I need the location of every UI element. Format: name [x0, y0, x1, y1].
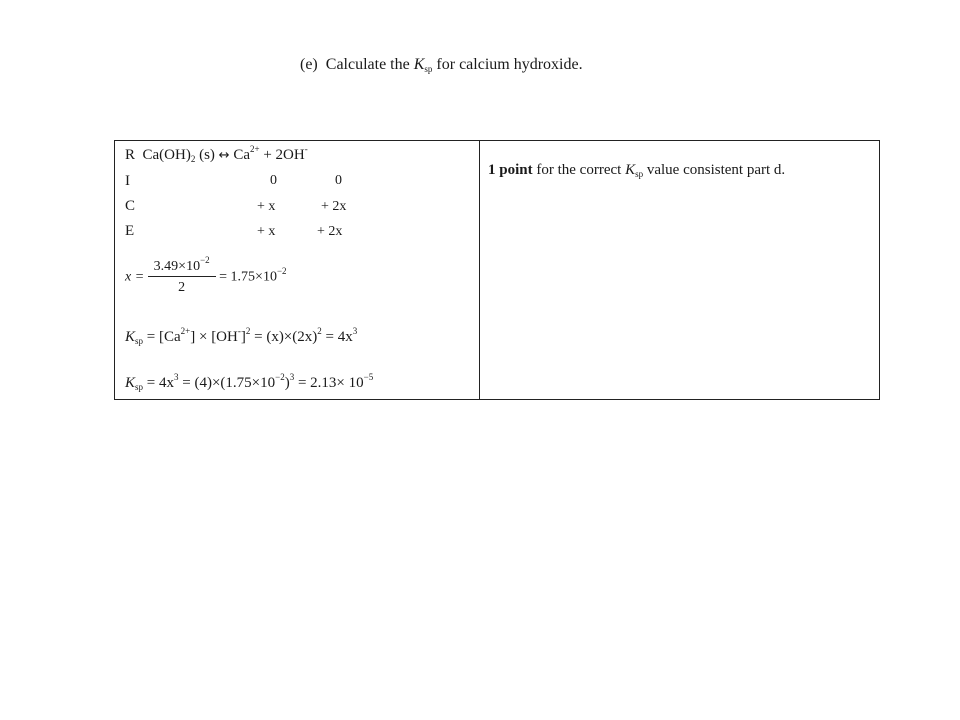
scoring-cell [480, 141, 879, 399]
ksp-value-part2-exponent: 3 [289, 372, 295, 382]
reactant-subscript: 2 [190, 154, 196, 164]
rice-row-label-e: E [125, 223, 135, 239]
x-fraction [148, 255, 216, 296]
reactant: Ca(OH) [142, 147, 191, 163]
ca-charge: 2+ [250, 144, 260, 154]
scoring-points: 1 point [488, 162, 533, 178]
reactant-state: (s) [195, 147, 219, 163]
ksp-expr-part2-exponent: 2 [317, 326, 322, 336]
question-label: (e) [300, 56, 318, 73]
ksp-expr-part2: = (x)×(2x) [250, 329, 318, 345]
ksp-expr-close-exponent: 2 [245, 326, 251, 336]
rice-row-label-c: C [125, 198, 136, 214]
ksp-value-part1: = 4x [143, 375, 174, 391]
solution-cell [115, 141, 480, 399]
rice-reaction-row [125, 144, 308, 164]
ksp-value-part2-close: ) [284, 375, 290, 391]
scoring-text-before: for the correct [532, 162, 626, 178]
ksp-value-part2: = (4)×(1.75×10 [178, 375, 276, 391]
ksp-expr-part1: = [Ca [143, 329, 181, 345]
question-text-before: Calculate the [325, 56, 414, 73]
rice-r-label: R [125, 147, 136, 163]
scoring-guideline [488, 162, 785, 179]
ksp-value-part3-exponent: −5 [363, 372, 374, 382]
x-calculation [125, 255, 287, 296]
rice-row-i-ca: 0 [270, 173, 277, 188]
rice-row-c-oh: + 2x [321, 199, 347, 214]
ksp-expr-mid: ] × [OH [190, 329, 238, 345]
ksp-subscript: sp [424, 64, 433, 74]
x-result: = 1.75×10 [219, 269, 277, 285]
product-oh: + 2OH [259, 147, 305, 163]
equilibrium-arrow: ↔ [218, 148, 230, 163]
x-numerator [148, 255, 216, 277]
scoring-ksp-symbol: K [625, 162, 636, 178]
rice-row-e-oh: + 2x [317, 224, 343, 239]
ksp-expression [125, 326, 358, 346]
ksp-expr-symbol: K [125, 329, 136, 345]
rice-row-e-ca: + x [257, 224, 276, 239]
product-ca: Ca [229, 147, 250, 163]
x-result-exponent: −2 [276, 265, 287, 276]
ksp-value-part1-exponent: 3 [174, 372, 179, 382]
oh-charge: - [304, 144, 308, 154]
ksp-expr-ca-charge: 2+ [180, 326, 191, 336]
ksp-symbol: K [413, 56, 425, 73]
x-denominator: 2 [178, 280, 186, 295]
ksp-value-subscript: sp [135, 382, 144, 392]
ksp-value [125, 372, 374, 392]
rice-row-c-ca: + x [257, 199, 276, 214]
ksp-expr-part3: = 4x [321, 329, 353, 345]
ksp-value-part3: = 2.13× 10 [294, 375, 364, 391]
ksp-expr-close: ] [240, 329, 246, 345]
ksp-expr-oh-charge: - [237, 326, 241, 336]
ksp-value-inner-exponent: −2 [275, 372, 285, 382]
question-text-after: for calcium hydroxide. [432, 56, 583, 73]
rice-row-i-oh: 0 [335, 173, 342, 188]
scoring-ksp-subscript: sp [635, 169, 644, 179]
x-numerator-exponent: −2 [200, 255, 210, 265]
question-prompt [300, 56, 583, 74]
scoring-text-after: value consistent part d. [643, 162, 786, 178]
ksp-expr-subscript: sp [135, 336, 144, 346]
answer-table [114, 140, 880, 400]
x-lhs: x = [125, 269, 145, 285]
ksp-expr-part3-exponent: 3 [352, 326, 358, 336]
ksp-value-symbol: K [125, 375, 136, 391]
rice-row-label-i: I [125, 173, 130, 189]
x-numerator-base: 3.49×10 [153, 259, 201, 274]
